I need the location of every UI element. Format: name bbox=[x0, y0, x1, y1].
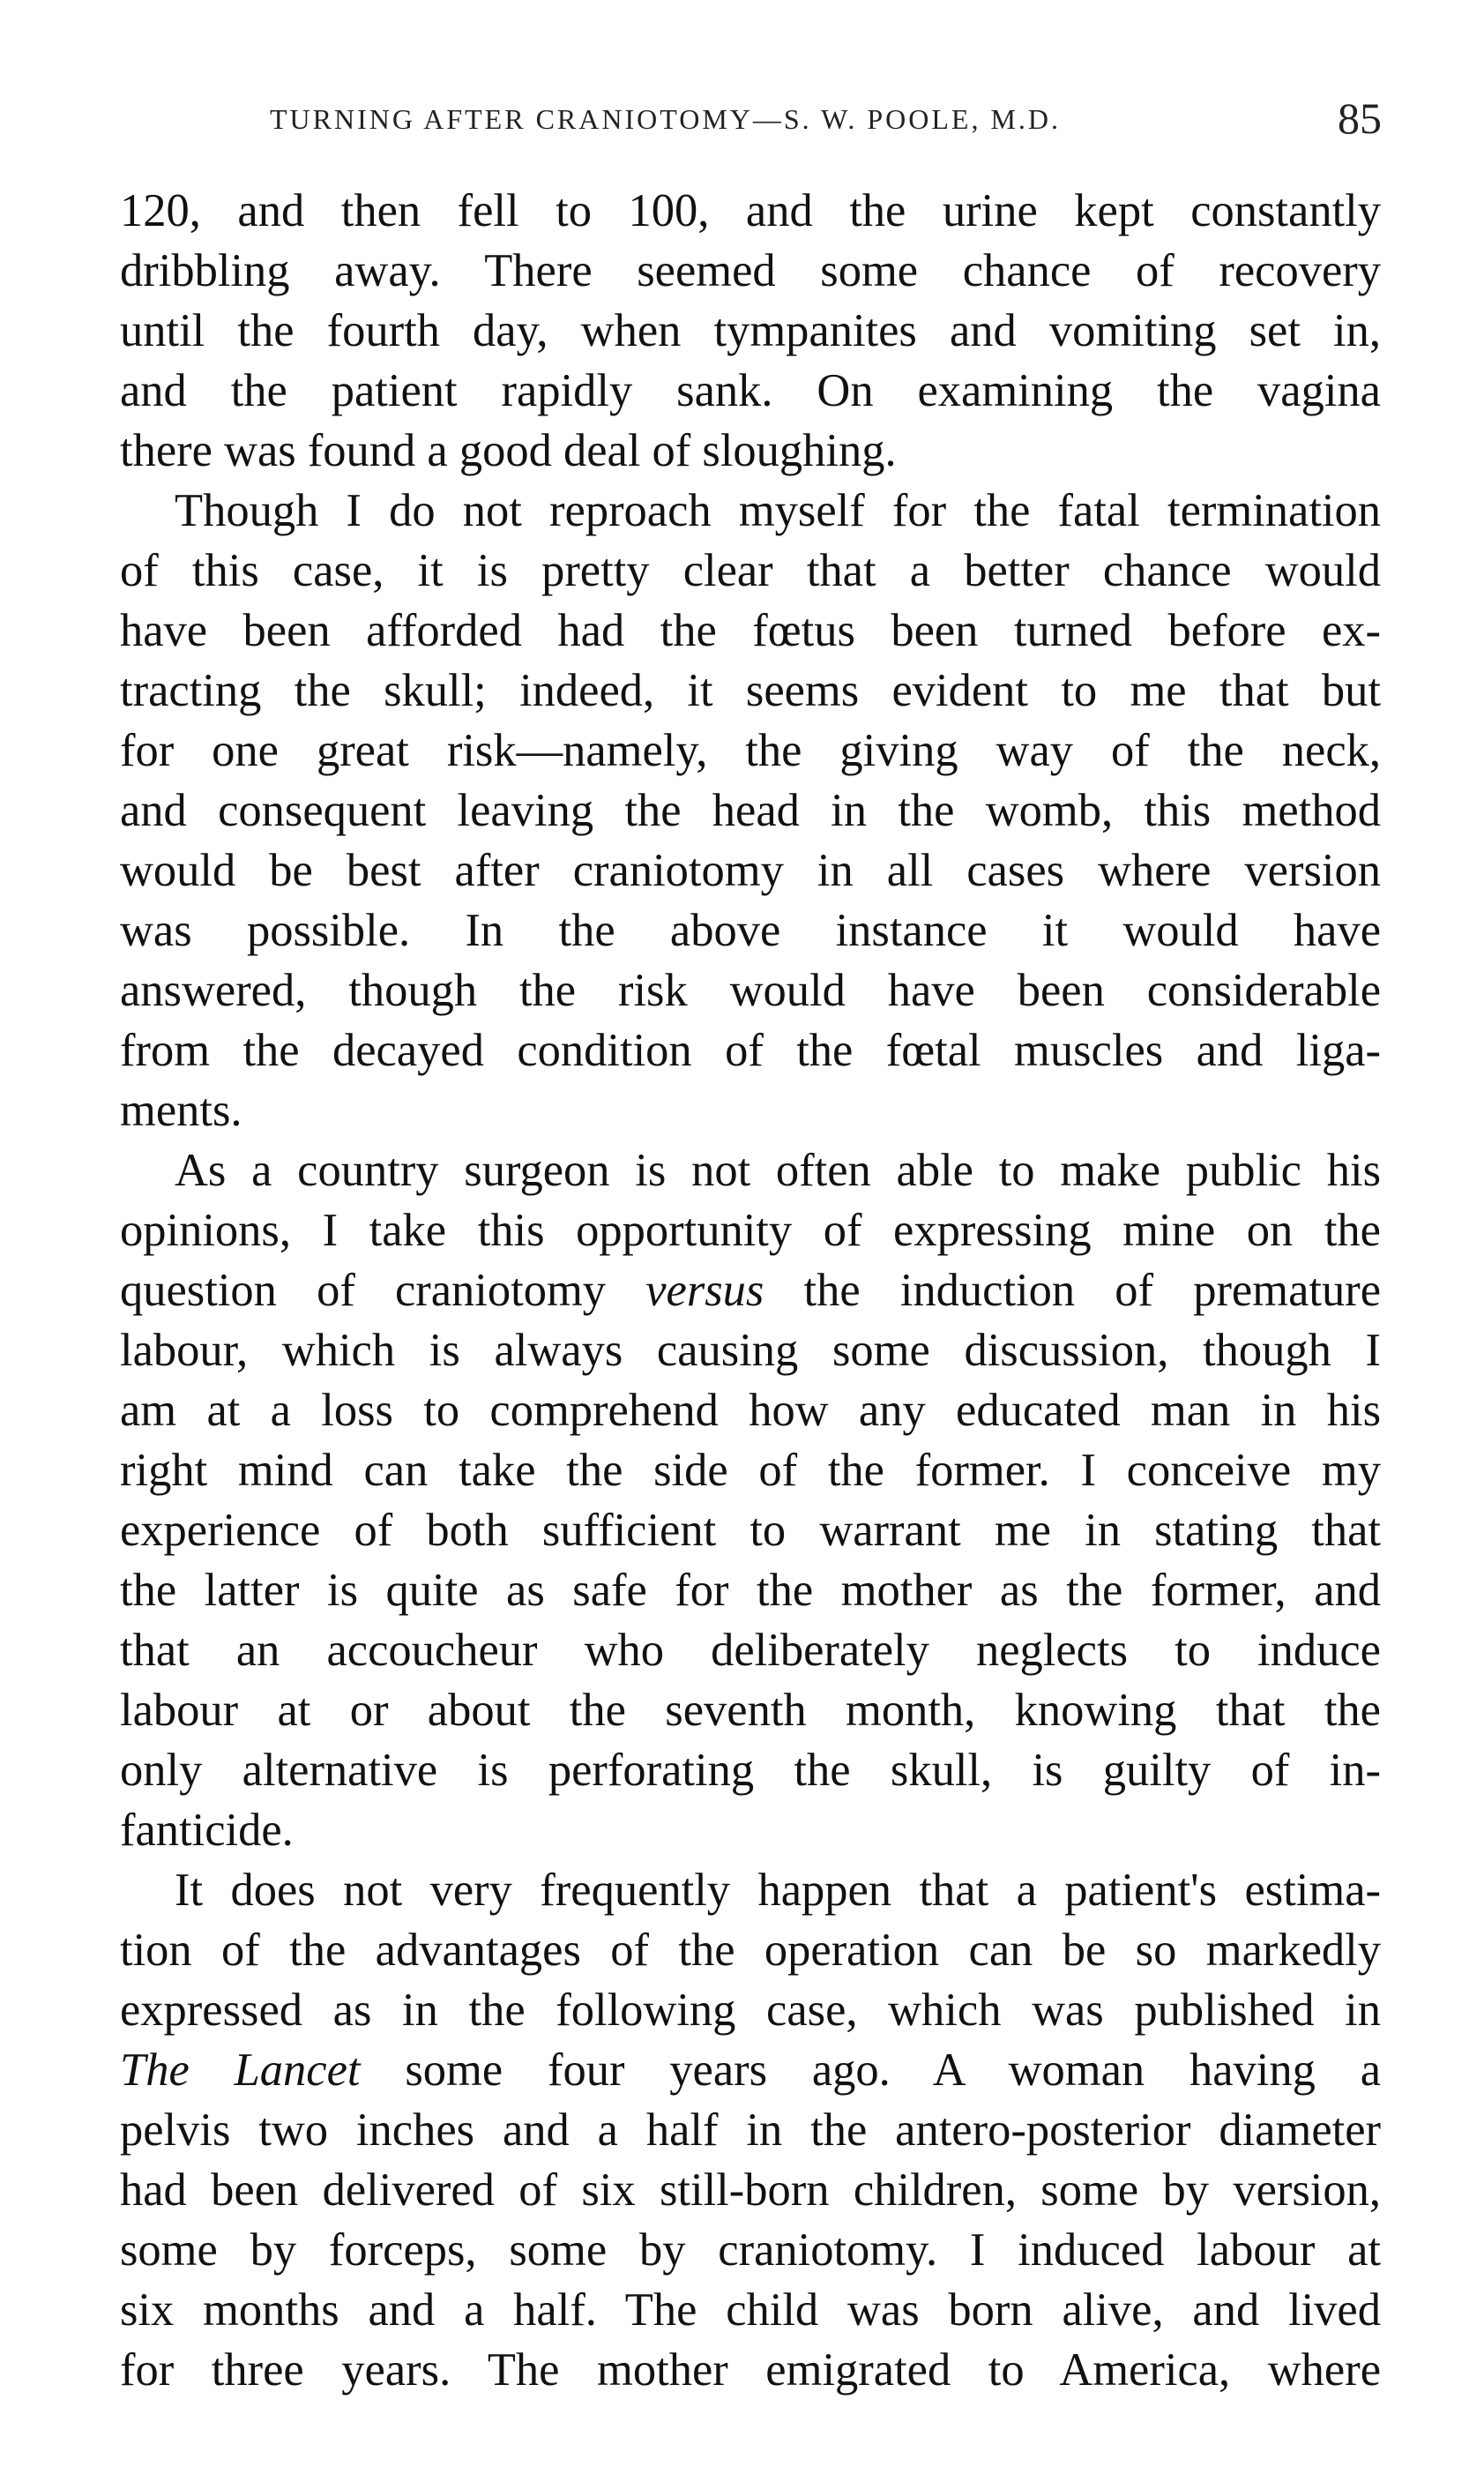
text-line: and the patient rapidly sank. On examining the vagina bbox=[120, 365, 1381, 416]
text-line: opinions, I take this opportunity of expressing mine on the bbox=[120, 1205, 1381, 1256]
text-line: for one great risk—namely, the giving way of the neck, bbox=[120, 725, 1381, 776]
text-line-with-italic bbox=[120, 2040, 1381, 2100]
italic-the-lancet: The Lancet bbox=[120, 2045, 361, 2096]
text-line: expressed as in the following case, which was published in bbox=[120, 1985, 1381, 2036]
text-fragment: some four years ago. A woman having a bbox=[360, 2045, 1382, 2096]
body-text bbox=[120, 181, 1381, 2400]
text-line: right mind can take the side of the former. I conceive my bbox=[120, 1445, 1381, 1496]
text-line-with-italic bbox=[120, 1260, 1381, 1320]
text-line: only alternative is perforating the skull, is guilty of in- bbox=[120, 1745, 1381, 1796]
paragraph-1 bbox=[120, 181, 1381, 481]
text-line: 120, and then fell to 100, and the urine kept constantly bbox=[120, 185, 1381, 236]
text-line: experience of both sufficient to warrant me in stating that bbox=[120, 1505, 1381, 1556]
text-line: It does not very frequently happen that a patient's estima- bbox=[175, 1865, 1381, 1916]
text-line: labour at or about the seventh month, knowing that the bbox=[120, 1685, 1381, 1736]
text-line: dribbling away. There seemed some chance of recovery bbox=[120, 245, 1381, 296]
paragraph-4 bbox=[120, 1860, 1381, 2400]
page-number: 85 bbox=[1338, 93, 1382, 143]
text-line: was possible. In the above instance it would have bbox=[120, 905, 1381, 956]
paragraph-2 bbox=[120, 481, 1381, 1140]
text-line: from the decayed condition of the fœtal muscles and liga- bbox=[120, 1025, 1381, 1076]
text-line: labour, which is always causing some discussion, though I bbox=[120, 1325, 1381, 1376]
text-line: for three years. The mother emigrated to America, where bbox=[120, 2344, 1381, 2396]
text-line: pelvis two inches and a half in the antero-posterior diameter bbox=[120, 2104, 1381, 2156]
text-line: would be best after craniotomy in all cases where version bbox=[120, 845, 1381, 896]
text-line: fanticide. bbox=[120, 1805, 294, 1856]
text-line: answered, though the risk would have been considerable bbox=[120, 965, 1381, 1016]
text-line: ments. bbox=[120, 1085, 242, 1136]
text-line: had been delivered of six still-born children, some by version, bbox=[120, 2164, 1381, 2216]
paragraph-3 bbox=[120, 1140, 1381, 1860]
text-line: have been afforded had the fœtus been turned before ex- bbox=[120, 605, 1381, 656]
text-fragment: question of craniotomy bbox=[120, 1265, 646, 1316]
text-line: the latter is quite as safe for the mother as the former, and bbox=[120, 1565, 1381, 1616]
text-line: some by forceps, some by craniotomy. I induced labour at bbox=[120, 2224, 1381, 2276]
text-line: tracting the skull; indeed, it seems evident to me that but bbox=[120, 665, 1381, 716]
text-line: of this case, it is pretty clear that a better chance would bbox=[120, 545, 1381, 596]
text-line: that an accoucheur who deliberately neglects to induce bbox=[120, 1625, 1381, 1676]
text-fragment: the induction of premature bbox=[764, 1265, 1381, 1316]
text-line: am at a loss to comprehend how any educated man in his bbox=[120, 1385, 1381, 1436]
running-head bbox=[270, 93, 1382, 146]
text-line: Though I do not reproach myself for the fatal termination bbox=[175, 485, 1381, 536]
text-line: six months and a half. The child was born alive, and lived bbox=[120, 2284, 1381, 2336]
text-line: there was found a good deal of sloughing. bbox=[120, 425, 897, 476]
text-line: and consequent leaving the head in the womb, this method bbox=[120, 785, 1381, 836]
text-line: until the fourth day, when tympanites and vomiting set in, bbox=[120, 305, 1381, 356]
text-line: tion of the advantages of the operation can be so markedly bbox=[120, 1925, 1381, 1976]
text-line: As a country surgeon is not often able to make public his bbox=[175, 1145, 1381, 1196]
italic-versus: versus bbox=[645, 1265, 764, 1316]
running-title: TURNING AFTER CRANIOTOMY—S. W. POOLE, M.D. bbox=[270, 103, 1062, 135]
